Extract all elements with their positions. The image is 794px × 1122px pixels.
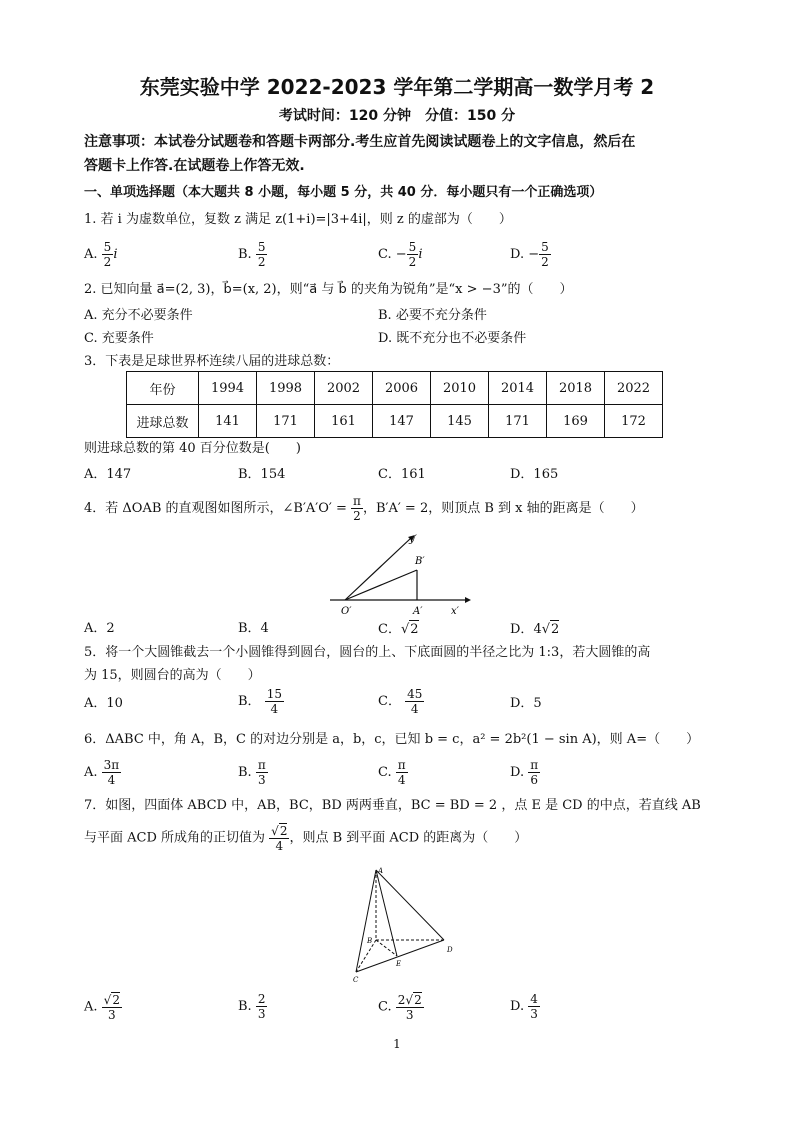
section-heading: 一、单项选择题（本大题共 8 小题，每小题 5 分，共 40 分．每小题只有一个正确选项） bbox=[84, 185, 603, 200]
q3-option-c: C．161 bbox=[378, 467, 426, 482]
q6-option-b: B. $\frac{\pi}{3}$ bbox=[238, 758, 266, 787]
table-cell: 171 bbox=[489, 405, 547, 438]
q1-stem: 1. 若 i 为虚数单位，复数 z 满足 z(1+i)=|3+4i|，则 z 的虚部为（ ） bbox=[84, 212, 512, 227]
q1-option-a: A. $\frac{5}{2}$ i bbox=[84, 240, 118, 269]
exam-info: 考试时间：120 分钟 分值：150 分 bbox=[278, 108, 516, 124]
vertex-d-label: D bbox=[447, 946, 453, 954]
q1-option-d: D. − $\frac{5}{2}$ bbox=[510, 240, 549, 269]
page-number: 1 bbox=[393, 1037, 401, 1051]
table-cell: 171 bbox=[257, 405, 315, 438]
q6-option-c: C. $\frac{\pi}{4}$ bbox=[378, 758, 406, 787]
notice-line-2: 答题卡上作答.在试题卷上作答无效. bbox=[84, 158, 305, 174]
table-cell: 145 bbox=[431, 405, 489, 438]
table-cell: 2022 bbox=[605, 372, 663, 405]
table-header-cell: 年份 bbox=[127, 372, 199, 405]
table-cell: 161 bbox=[315, 405, 373, 438]
table-row bbox=[127, 372, 663, 405]
q5-option-c: C． $\frac{45}{4}$ bbox=[378, 687, 423, 716]
table-cell: 2018 bbox=[547, 372, 605, 405]
world-cup-goals-table bbox=[126, 371, 663, 438]
point-b-label: B′ bbox=[415, 556, 425, 567]
table-cell: 172 bbox=[605, 405, 663, 438]
q5-option-b: B． $\frac{15}{4}$ bbox=[238, 687, 282, 716]
x-axis-label: x′ bbox=[451, 606, 459, 616]
notice-line-1: 注意事项：本试卷分试题卷和答题卡两部分.考生应首先阅读试题卷上的文字信息，然后在 bbox=[84, 134, 636, 150]
q7-option-b: B. $\frac{2}{3}$ bbox=[238, 992, 266, 1021]
table-row bbox=[127, 405, 663, 438]
q2-stem: 2. 已知向量 a⃗=(2, 3)，b⃗=(x, 2)，则“a⃗ 与 b⃗ 的夹角为锐角”是“x > −3”的（ ） bbox=[84, 282, 573, 297]
q1-option-b: B. $\frac{5}{2}$ bbox=[238, 240, 266, 269]
point-e-label: E bbox=[396, 960, 402, 968]
table-cell: 2002 bbox=[315, 372, 373, 405]
q4-option-c: C．√2 bbox=[378, 622, 419, 637]
q5-option-d: D．5 bbox=[510, 696, 542, 711]
oblique-view-figure bbox=[325, 528, 475, 616]
table-cell: 2014 bbox=[489, 372, 547, 405]
q2-option-b: B. 必要不充分条件 bbox=[378, 308, 487, 323]
page-title: 东莞实验中学 2022-2023 学年第二学期高一数学月考 2 bbox=[139, 75, 655, 99]
q6-option-a: A. $\frac{3\pi}{4}$ bbox=[84, 758, 120, 787]
point-a-label: A′ bbox=[413, 606, 423, 616]
table-cell: 169 bbox=[547, 405, 605, 438]
table-cell: 147 bbox=[373, 405, 431, 438]
tetrahedron-figure bbox=[340, 862, 460, 986]
vertex-c-label: C bbox=[353, 976, 359, 984]
point-o-label: O′ bbox=[341, 606, 352, 616]
q7-stem-line-1: 7．如图，四面体 ABCD 中，AB，BC，BD 两两垂直，BC = BD = 2 ，点 E 是 CD 的中点，若直线 AB bbox=[84, 798, 701, 813]
q7-stem-line-2: 与平面 ACD 所成角的正切值为 $\frac{√2}{4}$ ，则点 B 到平面 ACD 的距离为（ ） bbox=[84, 824, 528, 853]
q7-option-c: C. $\frac{2√2}{3}$ bbox=[378, 993, 422, 1022]
table-cell: 2010 bbox=[431, 372, 489, 405]
q4-stem: 4．若 ΔOAB 的直观图如图所示，∠B′A′O′ = $\frac{\pi}{2}$ ，B′A′ = 2，则顶点 B 到 x 轴的距离是（ ） bbox=[84, 494, 644, 523]
table-cell: 2006 bbox=[373, 372, 431, 405]
q6-stem: 6．ΔABC 中，角 A，B，C 的对边分别是 a，b，c，已知 b = c，a² = 2b²(1 − sin A)，则 A=（ ） bbox=[84, 732, 700, 747]
q4-option-b: B．4 bbox=[238, 621, 269, 636]
q4-option-d: D．4√2 bbox=[510, 622, 560, 637]
q2-option-a: A. 充分不必要条件 bbox=[84, 308, 193, 323]
q3-option-d: D．165 bbox=[510, 467, 559, 482]
vertex-a-label: A bbox=[378, 867, 384, 875]
q3-stem: 3．下表是足球世界杯连续八届的进球总数： bbox=[84, 354, 340, 369]
q5-stem-line-2: 为 15，则圆台的高为（ ） bbox=[84, 668, 261, 683]
table-cell: 141 bbox=[199, 405, 257, 438]
q3-option-a: A．147 bbox=[84, 467, 132, 482]
q7-option-a: A. $\frac{√2}{3}$ bbox=[84, 993, 120, 1022]
table-cell: 1998 bbox=[257, 372, 315, 405]
q5-stem-line-1: 5．将一个大圆锥截去一个小圆锥得到圆台，圆台的上、下底面圆的半径之比为 1:3，若大圆锥的高 bbox=[84, 645, 651, 660]
q2-option-d: D. 既不充分也不必要条件 bbox=[378, 331, 527, 346]
vertex-b-label: B bbox=[367, 937, 373, 945]
table-header-cell: 进球总数 bbox=[127, 405, 199, 438]
q7-option-d: D. $\frac{4}{3}$ bbox=[510, 992, 538, 1021]
q4-option-a: A．2 bbox=[84, 621, 115, 636]
q6-option-d: D. $\frac{\pi}{6}$ bbox=[510, 758, 539, 787]
q5-option-a: A．10 bbox=[84, 696, 123, 711]
table-cell: 1994 bbox=[199, 372, 257, 405]
q2-option-c: C. 充要条件 bbox=[84, 331, 154, 346]
y-axis-label: y′ bbox=[409, 534, 417, 545]
q3-option-b: B．154 bbox=[238, 467, 286, 482]
q3-question: 则进球总数的第 40 百分位数是( ) bbox=[84, 441, 301, 456]
q1-option-c: C. − $\frac{5}{2}$ i bbox=[378, 240, 423, 269]
